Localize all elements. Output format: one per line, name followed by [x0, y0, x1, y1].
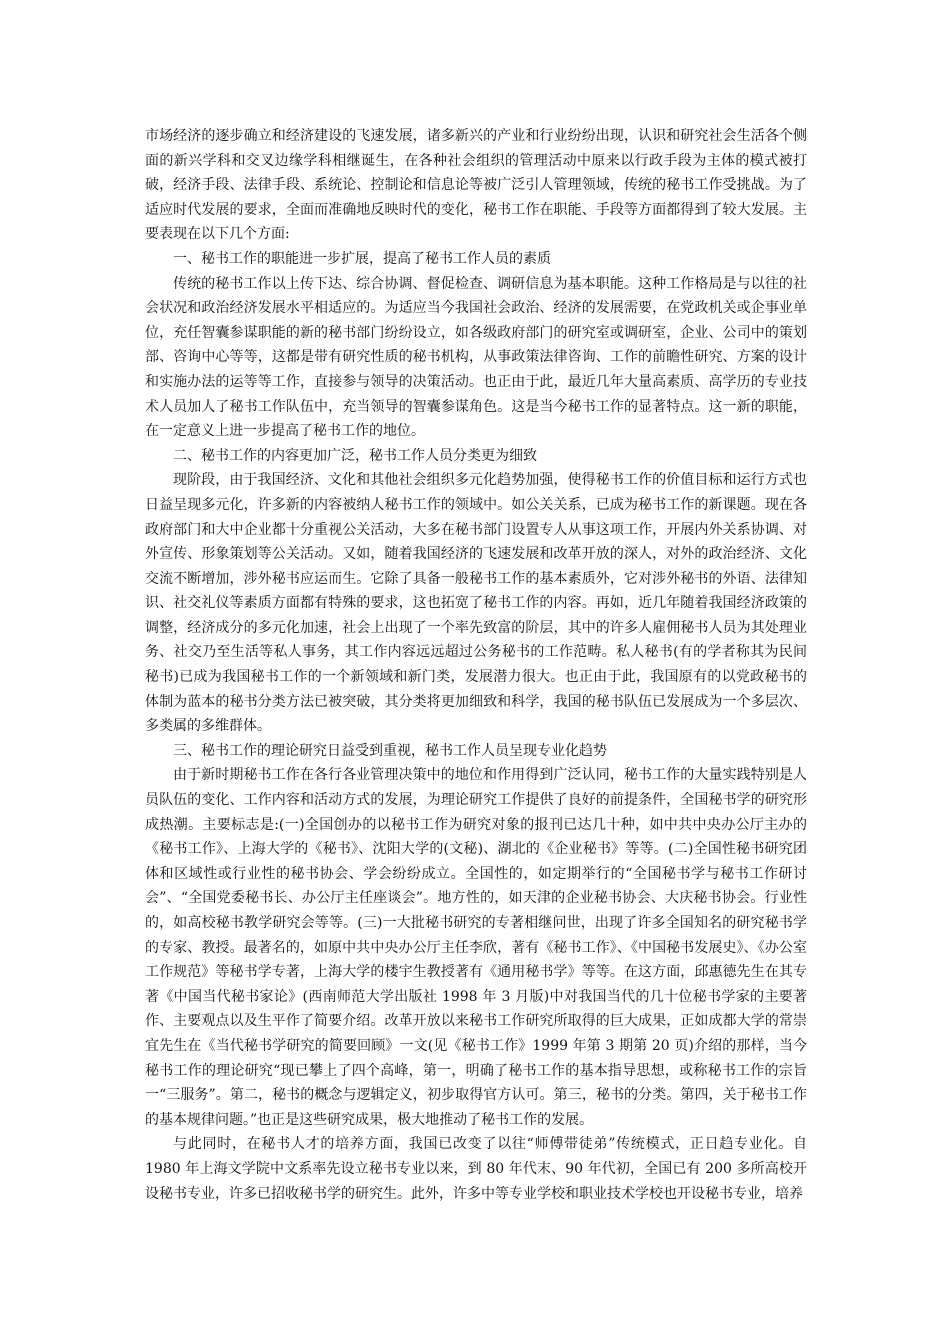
section-heading: 二、秘书工作的内容更加广泛，秘书工作人员分类更为细致	[173, 447, 537, 464]
body-paragraph: 与此同时，在秘书人才的培养方面，我国已改变了以往“师傅带徒弟”传统模式，正日趋专业化。自 1980 年上海文学院中文系率先设立秘书专业以来，到 80 年代末、90 年代初，全国已有 200 多所高校开设秘书专业，许多已招收秘书学的研究生。此外，许多中等专业学校和职业技术学校也开设秘书专业，培养	[145, 1136, 807, 1202]
section-heading: 三、秘书工作的理论研究日益受到重视，秘书工作人员呈现专业化趋势	[173, 742, 607, 759]
body-paragraph: 现阶段，由于我国经济、文化和其他社会组织多元化趋势加强，使得秘书工作的价值目标和运行方式也日益呈现多元化，许多新的内容被纳人秘书工作的领域中。如公关关系，已成为秘书工作的新课题。现在各政府部门和大中企业都十分重视公关活动，大多在秘书部门设置专人从事这项工作，开展内外关系协调、对外宣传、形象策划等公关活动。又如，随着我国经济的飞速发展和改革开放的深人，对外的政治经济、文化交流不断增加，涉外秘书应运而生。它除了具备一般秘书工作的基本素质外，它对涉外秘书的外语、法律知识、社交礼仪等素质方面都有特殊的要求，这也拓宽了秘书工作的内容。再如，近几年随着我国经济政策的调整，经济成分的多元化加速，社会上出现了一个率先致富的阶层，其中的许多人雇佣秘书人员为其处理业务、社交乃至生活等私人事务，其工作内容远远超过公务秘书的工作范畴。私人秘书(有的学者称其为民间秘书)已成为我国秘书工作的一个新领域和新门类，发展潜力很大。也正由于此，我国原有的以党政秘书的体制为蓝本的秘书分类方法已被突破，其分类将更加细致和科学，我国的秘书队伍已发展成为一个多层次、多类属的多维群体。	[145, 472, 807, 735]
body-paragraph: 由于新时期秘书工作在各行各业管理决策中的地位和作用得到广泛认同，秘书工作的大量实践特别是人员队伍的变化、工作内容和活动方式的发展，为理论研究工作提供了良好的前提条件，全国秘书学的研究形成热潮。主要标志是:(一)全国创办的以秘书工作为研究对象的报刊已达几十种，如中共中央办公厅主办的《秘书工作》、上海大学的《秘书》、沈阳大学的(文秘)、湖北的《企业秘书》等等。(二)全国性秘书研究团体和区域性或行业性的秘书协会、学会纷纷成立。全国性的，如定期举行的“全国秘书学与秘书工作研讨会”、“全国党委秘书长、办公厅主任座谈会”。地方性的，如天津的企业秘书协会、大庆秘书协会。行业性的，如高校秘书教学研究会等等。(三)一大批秘书研究的专著相继问世，出现了许多全国知名的研究秘书学的专家、教授。最著名的，如原中共中央办公厅主任李欣，著有《秘书工作》、《中国秘书发展史》、《办公室工作规范》等秘书学专著，上海大学的楼宇生教授著有《通用秘书学》等等。在这方面，邱惠德先生在其专著《中国当代秘书家论》(西南师范大学出版社 1998 年 3 月版)中对我国当代的几十位秘书学家的主要著作、主要观点以及生平作了简要介绍。改革开放以来秘书工作研究所取得的巨大成果，正如成都大学的常崇宜先生在《当代秘书学研究的简要回顾》一文(见《秘书工作》1999 年第 3 期第 20 页)介绍的那样，当今秘书工作的理论研究“现已攀上了四个高峰，第一，明确了秘书工作的基本指导思想，或称秘书工作的宗旨一“三服务”。第二，秘书的概念与逻辑定义，初步取得官方认可。第三，秘书的分类。第四，关于秘书工作的基本规律问题。”也正是这些研究成果，极大地推动了秘书工作的发展。	[145, 767, 807, 1128]
document-page	[145, 124, 807, 1206]
section-heading: 一、秘书工作的职能进一步扩展，提高了秘书工作人员的素质	[173, 250, 551, 267]
body-paragraph: 传统的秘书工作以上传下达、综合协调、督促检查、调研信息为基本职能。这种工作格局是与以往的社会状况和政治经济发展水平相适应的。为适应当今我国社会政治、经济的发展需要，在党政机关或企事业单位，充任智囊参谋职能的新的秘书部门纷纷设立，如各级政府部门的研究室或调研室，企业、公司中的策划部、咨询中心等等，这都是带有研究性质的秘书机构，从事政策法律咨询、工作的前瞻性研究、方案的设计和实施办法的运等等工作，直接参与领导的决策活动。也正由于此，最近几年大量高素质、高学历的专业技术人员加人了秘书工作队伍中，充当领导的智囊参谋角色。这是当今秘书工作的显著特点。这一新的职能，在一定意义上进一步提高了秘书工作的地位。	[145, 275, 807, 440]
body-paragraph: 市场经济的逐步确立和经济建设的飞速发展，诸多新兴的产业和行业纷纷出现，认识和研究社会生活各个侧面的新兴学科和交叉边缘学科相继诞生，在各种社会组织的管理活动中原来以行政手段为主体的模式被打破，经济手段、法律手段、系统论、控制论和信息论等被广泛引人管理领域，传统的秘书工作受挑战。为了适应时代发展的要求，全面而准确地反映时代的变化，秘书工作在职能、手段等方面都得到了较大发展。主要表现在以下几个方面:	[145, 128, 807, 243]
